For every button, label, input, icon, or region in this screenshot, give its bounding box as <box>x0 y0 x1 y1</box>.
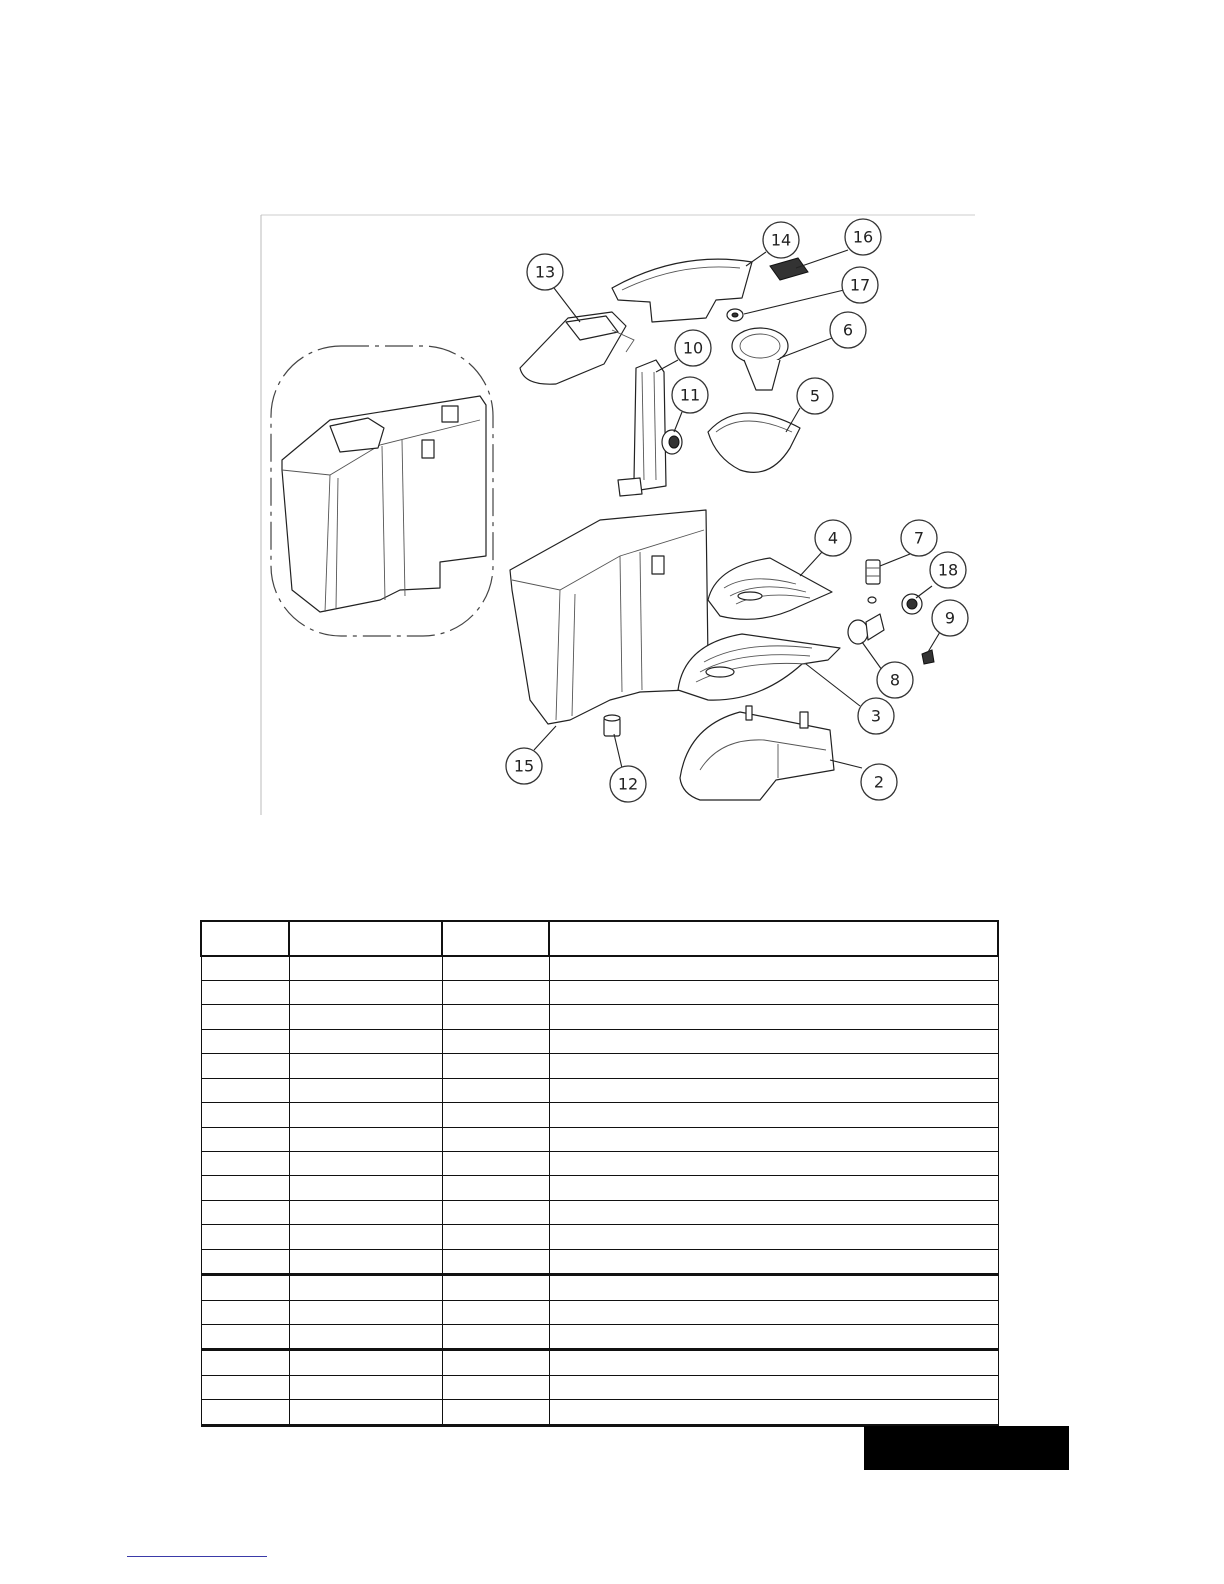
table-cell <box>442 1325 549 1350</box>
table-cell <box>289 1249 442 1274</box>
callout-3 <box>858 698 894 734</box>
table-cell <box>549 1152 998 1176</box>
callout-12-label: 12 <box>617 774 639 794</box>
table-cell <box>201 1275 289 1300</box>
part-8-elbow <box>848 614 884 644</box>
callout-15 <box>506 748 542 784</box>
assembled-view-inset <box>271 346 493 636</box>
table-cell <box>201 1176 289 1200</box>
callout-6 <box>830 312 866 348</box>
table-cell <box>442 1350 549 1375</box>
table-cell <box>201 921 289 956</box>
table-cell <box>289 1078 442 1102</box>
callout-17-label: 17 <box>849 275 871 295</box>
table-cell <box>549 1325 998 1350</box>
part-6-funnel <box>732 328 788 390</box>
parts-list-body <box>201 921 998 1426</box>
table-cell <box>201 1350 289 1375</box>
table-row <box>201 1275 998 1300</box>
part-17-grommet <box>727 309 743 321</box>
callout-11-label: 11 <box>679 385 701 405</box>
callout-15-label: 15 <box>513 756 535 776</box>
table-cell <box>549 1200 998 1224</box>
table-cell <box>549 1400 998 1426</box>
table-cell <box>289 1054 442 1078</box>
callout-9-label: 9 <box>944 608 956 628</box>
table-cell <box>549 1249 998 1274</box>
part-10-bracket <box>618 360 666 496</box>
table-cell <box>442 1275 549 1300</box>
table-cell <box>442 1103 549 1127</box>
part-13-handle <box>520 312 634 384</box>
table-cell <box>201 1200 289 1224</box>
table-cell <box>442 1176 549 1200</box>
table-cell <box>201 1103 289 1127</box>
callout-18-label: 18 <box>937 560 959 580</box>
table-cell <box>549 921 998 956</box>
page-number-tab <box>864 1426 1069 1470</box>
part-11-knob <box>662 430 682 454</box>
table-cell <box>442 1127 549 1151</box>
table-row <box>201 1400 998 1426</box>
table-cell <box>549 1375 998 1399</box>
table-cell <box>289 956 442 981</box>
table-cell <box>442 1249 549 1274</box>
table-cell <box>289 1176 442 1200</box>
callout-10-label: 10 <box>682 338 704 358</box>
table-cell <box>549 981 998 1005</box>
callout-2 <box>861 764 897 800</box>
table-cell <box>549 1275 998 1300</box>
table-cell <box>289 921 442 956</box>
table-row <box>201 1152 998 1176</box>
part-18-valve <box>902 594 922 614</box>
footer-link-underline <box>127 1556 267 1557</box>
table-cell <box>201 1078 289 1102</box>
callout-7 <box>901 520 937 556</box>
callout-16-label: 16 <box>852 227 874 247</box>
callout-2-label: 2 <box>873 772 885 792</box>
callout-4 <box>815 520 851 556</box>
table-row <box>201 956 998 981</box>
table-cell <box>442 921 549 956</box>
part-2-base-tray <box>680 706 834 800</box>
parts-list-table <box>200 920 999 1427</box>
table-cell <box>442 1078 549 1102</box>
table-cell <box>201 1152 289 1176</box>
table-cell <box>442 1054 549 1078</box>
table-cell <box>201 1249 289 1274</box>
table-row <box>201 1300 998 1324</box>
table-cell <box>201 1029 289 1053</box>
table-cell <box>549 1029 998 1053</box>
table-cell <box>201 981 289 1005</box>
table-row <box>201 1005 998 1029</box>
callout-4-label: 4 <box>827 528 839 548</box>
table-cell <box>201 1127 289 1151</box>
table-cell <box>442 1029 549 1053</box>
table-row <box>201 1200 998 1224</box>
part-16-label-plate <box>770 258 808 280</box>
callout-3-label: 3 <box>870 706 882 726</box>
table-cell <box>289 1005 442 1029</box>
callout-13 <box>527 254 563 290</box>
callout-10 <box>675 330 711 366</box>
callout-9 <box>932 600 968 636</box>
table-cell <box>289 1127 442 1151</box>
table-cell <box>289 1325 442 1350</box>
callout-8 <box>877 662 913 698</box>
table-cell <box>549 1225 998 1249</box>
table-cell <box>289 1375 442 1399</box>
table-cell <box>201 1325 289 1350</box>
table-cell <box>442 1300 549 1324</box>
callout-5-label: 5 <box>809 386 821 406</box>
table-cell <box>201 1300 289 1324</box>
table-cell <box>289 1103 442 1127</box>
table-cell <box>549 1054 998 1078</box>
table-row <box>201 1054 998 1078</box>
part-7-fitting <box>866 560 880 603</box>
table-cell <box>549 1005 998 1029</box>
table-cell <box>289 981 442 1005</box>
table-cell <box>201 1400 289 1426</box>
table-cell <box>289 1225 442 1249</box>
callout-13-label: 13 <box>534 262 556 282</box>
part-12-cylinder <box>604 715 620 736</box>
table-cell <box>201 1054 289 1078</box>
part-5-bowl <box>708 413 800 472</box>
table-row <box>201 1325 998 1350</box>
callout-8-label: 8 <box>889 670 901 690</box>
table-cell <box>442 1225 549 1249</box>
table-cell <box>442 1200 549 1224</box>
table-cell <box>289 1350 442 1375</box>
callout-14 <box>763 222 799 258</box>
table-row <box>201 1350 998 1375</box>
table-cell <box>442 1152 549 1176</box>
table-cell <box>549 1176 998 1200</box>
table-cell <box>442 1375 549 1399</box>
table-row <box>201 1249 998 1274</box>
table-cell <box>289 1300 442 1324</box>
table-cell <box>201 1005 289 1029</box>
table-cell <box>289 1275 442 1300</box>
table-cell <box>549 1127 998 1151</box>
table-cell <box>549 1078 998 1102</box>
table-cell <box>201 956 289 981</box>
table-row <box>201 1078 998 1102</box>
callout-7-label: 7 <box>913 528 925 548</box>
table-row <box>201 1029 998 1053</box>
table-header-row <box>201 921 998 956</box>
part-4-upper-grate <box>708 558 832 619</box>
callout-16 <box>845 219 881 255</box>
table-cell <box>549 1103 998 1127</box>
part-9-clip <box>922 650 934 664</box>
callout-14-label: 14 <box>770 230 792 250</box>
table-row <box>201 981 998 1005</box>
table-cell <box>442 956 549 981</box>
table-cell <box>201 1225 289 1249</box>
table-row <box>201 1176 998 1200</box>
table-cell <box>289 1400 442 1426</box>
table-cell <box>442 1400 549 1426</box>
callout-5 <box>797 378 833 414</box>
callout-12 <box>610 766 646 802</box>
callout-11 <box>672 377 708 413</box>
part-15-reservoir <box>510 510 708 724</box>
table-row <box>201 1103 998 1127</box>
callout-18 <box>930 552 966 588</box>
table-cell <box>442 981 549 1005</box>
table-row <box>201 1225 998 1249</box>
table-cell <box>201 1375 289 1399</box>
callout-6-label: 6 <box>842 320 854 340</box>
table-row <box>201 1375 998 1399</box>
table-cell <box>549 1350 998 1375</box>
table-cell <box>549 1300 998 1324</box>
table-cell <box>442 1005 549 1029</box>
callout-17 <box>842 267 878 303</box>
table-row <box>201 1127 998 1151</box>
table-cell <box>289 1152 442 1176</box>
table-cell <box>289 1029 442 1053</box>
table-cell <box>549 956 998 981</box>
table-cell <box>289 1200 442 1224</box>
